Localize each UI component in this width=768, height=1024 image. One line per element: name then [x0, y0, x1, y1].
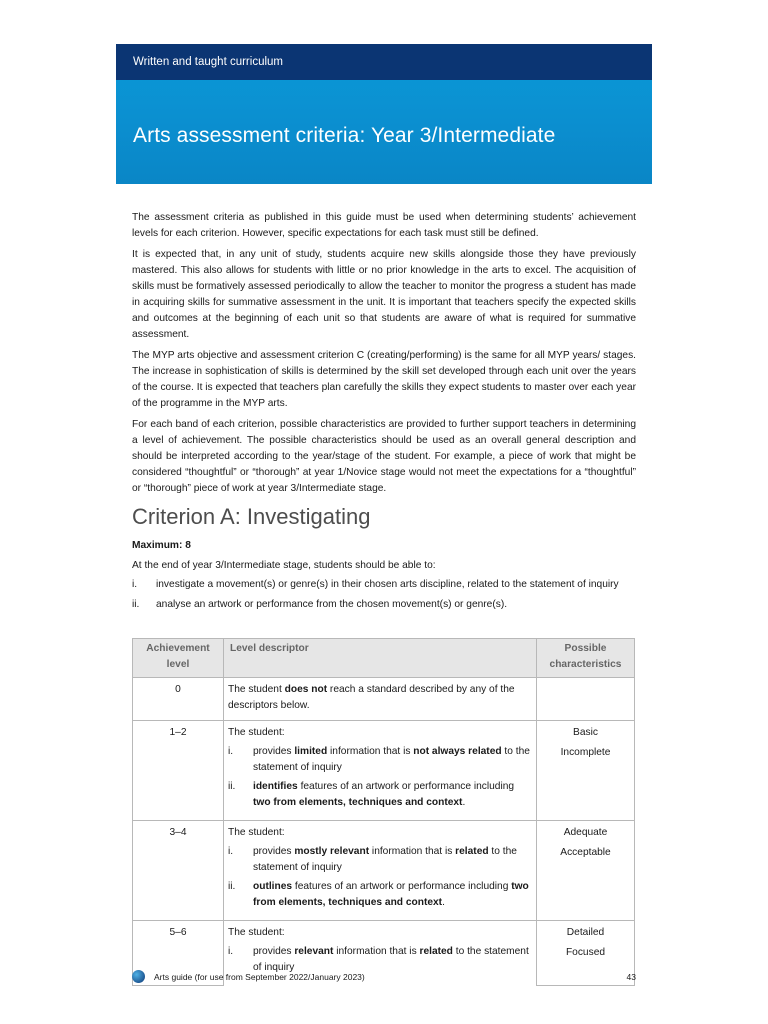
intro-paragraph: For each band of each criterion, possible characteristics are provided to further support teachers in determining a level of achievement. The possible characteristics should be used as an overall general description and should be interpreted according to the year/stage of the student. For example, a piece of work that might be considered “thoughtful” or “thorough” at year 1/Novice stage would not meet the expectations for a “thoughtful” or “thorough” piece of work at year 3/Intermediate stage. — [132, 419, 636, 494]
objective-item — [132, 577, 636, 593]
characteristics-cell — [537, 821, 635, 921]
ib-logo-icon — [132, 970, 145, 983]
objective-number: i. — [132, 579, 138, 590]
descriptor-item — [228, 844, 532, 876]
descriptor-lead: The student: — [228, 727, 285, 738]
descriptor-number: ii. — [228, 881, 236, 892]
descriptor-cell — [224, 678, 537, 721]
descriptor-text: reach a standard described by any of the descriptors below. — [228, 684, 515, 711]
descriptor-lead: The student: — [228, 827, 285, 838]
descriptor-cell — [224, 821, 537, 921]
descriptor-number: i. — [228, 946, 234, 957]
header-banner — [116, 44, 652, 184]
header-possible-characteristics: Possible characteristics — [537, 639, 635, 678]
table-row — [133, 821, 635, 921]
level-cell: 3–4 — [133, 821, 224, 921]
criterion-maximum: Maximum: 8 — [132, 540, 191, 551]
descriptor-lead: The student: — [228, 927, 285, 938]
footer-text: Arts guide (for use from September 2022/January 2023) — [154, 971, 365, 982]
objective-item — [132, 597, 636, 613]
descriptor-item — [228, 744, 532, 776]
descriptor-item — [228, 779, 532, 811]
descriptor-item — [228, 879, 532, 911]
descriptor-item-text: identifies features of an artwork or performance including two from elements, techniques and context. — [253, 781, 515, 808]
characteristic: Acceptable — [560, 847, 611, 858]
level-cell: 0 — [133, 678, 224, 721]
intro-paragraph: The MYP arts objective and assessment criterion C (creating/performing) is the same for all MYP years/ stages. The increase in sophistication of skills is determined by the skill set developed through each unit over the years of the course. It is expected that teachers plan carefully the skills they expect students to master over each year of the programme in the MYP arts. — [132, 350, 636, 409]
header-level-descriptor: Level descriptor — [224, 639, 537, 678]
intro-paragraph: It is expected that, in any unit of study, students acquire new skills alongside those they have previously mastered. This also allows for students with little or no prior knowledge in the arts to excel. The acquisition of skills must be formatively assessed periodically to allow the teacher to monitor the progress a student has made in acquiring skills for summative assessment in the unit. It is important that teachers specify the expected skills and outcomes at the beginning of each unit so that students are aware of what is required for summative assessment. — [132, 249, 636, 340]
page-title: Arts assessment criteria: Year 3/Intermediate — [133, 124, 556, 147]
level-cell: 1–2 — [133, 721, 224, 821]
characteristic: Incomplete — [560, 747, 611, 758]
level-cell: 5–6 — [133, 921, 224, 986]
characteristic: Focused — [565, 947, 606, 958]
characteristic: Basic — [573, 727, 598, 738]
descriptor-cell — [224, 721, 537, 821]
descriptor-number: ii. — [228, 781, 236, 792]
objective-text: investigate a movement(s) or genre(s) in their chosen arts discipline, related to the statement of inquiry — [156, 579, 619, 590]
header-achievement-level: Achievement level — [133, 639, 224, 678]
objective-number: ii. — [132, 599, 140, 610]
criterion-lead: At the end of year 3/Intermediate stage, students should be able to: — [132, 560, 436, 571]
objective-text: analyse an artwork or performance from the chosen movement(s) or genre(s). — [156, 599, 508, 610]
table-header-row — [133, 639, 635, 678]
table-row — [133, 721, 635, 821]
descriptor-number: i. — [228, 846, 234, 857]
page-footer — [132, 970, 636, 983]
characteristics-cell — [537, 678, 635, 721]
characteristic: Adequate — [563, 827, 608, 838]
descriptor-text: The student — [228, 684, 285, 695]
intro-text — [132, 210, 636, 502]
achievement-table — [132, 638, 635, 986]
descriptor-bold: does not — [284, 684, 328, 695]
descriptor-item-text: provides relevant information that is related to the statement of inquiry — [253, 946, 529, 973]
intro-paragraph: The assessment criteria as published in this guide must be used when determining students’ achievement levels for each criterion. However, specific expectations for each task must still be defined. — [132, 212, 636, 239]
descriptor-item-text: provides mostly relevant information that is related to the statement of inquiry — [253, 846, 517, 873]
section-label: Written and taught curriculum — [116, 44, 652, 80]
objectives-list — [132, 577, 636, 617]
page-number: 43 — [626, 971, 636, 982]
descriptor-item-text: provides limited information that is not always related to the statement of inquiry — [253, 746, 530, 773]
characteristics-cell — [537, 721, 635, 821]
descriptor-number: i. — [228, 746, 234, 757]
table-row — [133, 678, 635, 721]
criterion-heading: Criterion A: Investigating — [132, 504, 371, 529]
descriptor-item-text: outlines features of an artwork or performance including two from elements, techniques and context. — [253, 881, 529, 908]
characteristic: Detailed — [566, 927, 605, 938]
